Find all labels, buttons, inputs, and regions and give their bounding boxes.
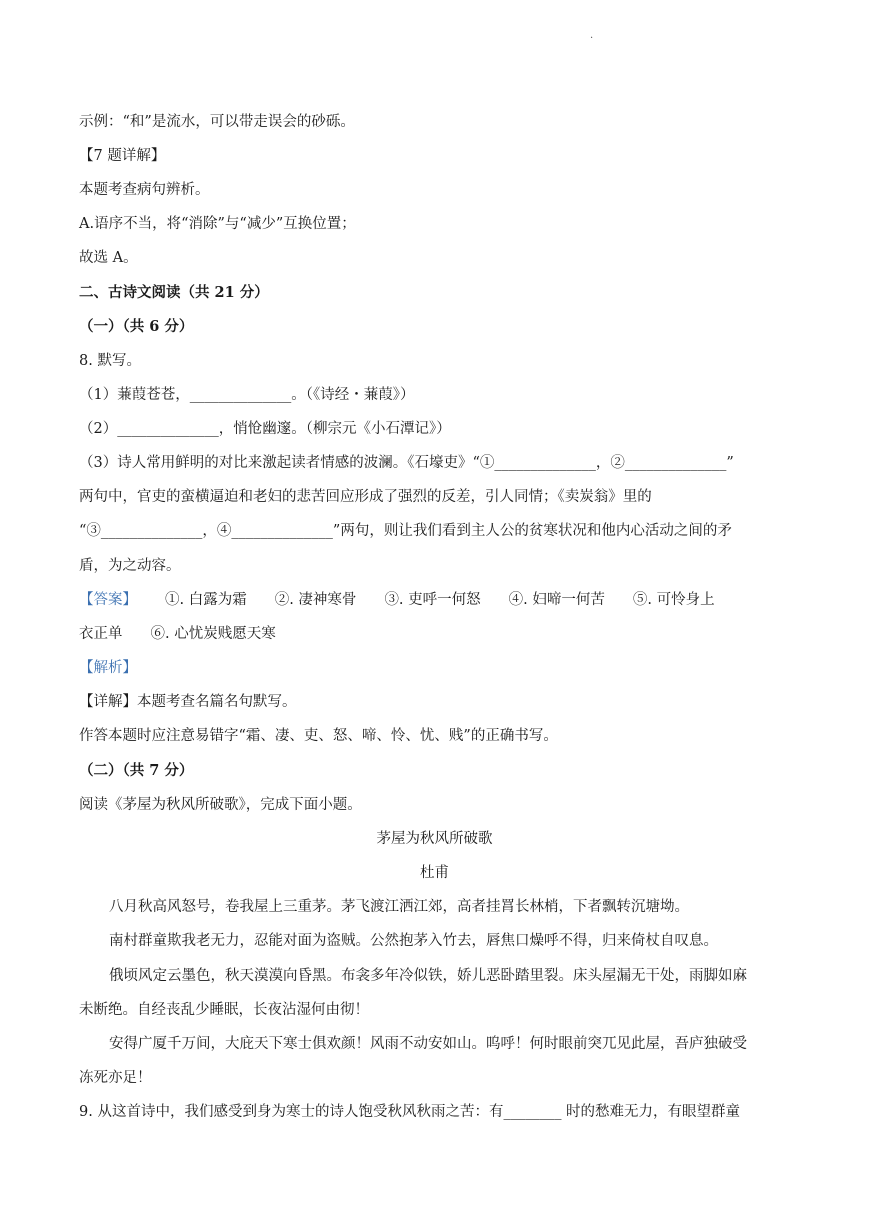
q7-topic: 本题考查病句辨析。 — [79, 182, 210, 198]
analysis-tag: 【解析】 — [79, 660, 137, 676]
q8-item-1: （1）蒹葭苍苍，______________。（《诗经・蒹葭》） — [79, 387, 415, 403]
answer-item: ④. 妇啼一何苦 — [508, 592, 605, 608]
subsection-2-heading: （二）（共 7 分） — [79, 762, 194, 779]
answer-item: ③. 吏呼一何怒 — [384, 592, 481, 608]
q8-item-3: （3）诗人常用鲜明的对比来激起读者情感的波澜。《石壕吏》“①______________，②______________” — [79, 455, 734, 471]
poem-stanza-3: 俄顷风定云墨色，秋天漠漠向昏黑。布衾多年冷似铁，娇儿恶卧踏里裂。床头屋漏无干处，雨脚如麻 — [109, 968, 747, 984]
poem-author: 杜甫 — [420, 865, 449, 881]
q7-analysis: A.语序不当，将“消除”与“减少”互换位置； — [79, 216, 356, 232]
poem-stanza-4: 安得广厦千万间，大庇天下寒士俱欢颜！风雨不动安如山。呜呼！何时眼前突兀见此屋，吾庐独破受 — [109, 1036, 747, 1052]
answer-tag: 【答案】 — [79, 592, 137, 608]
answer-line-cont — [79, 624, 276, 644]
q8-item-2: （2）______________，悄怆幽邃。（柳宗元《小石潭记》） — [79, 421, 451, 437]
q8-item-3-cont-3: 盾，为之动容。 — [79, 558, 181, 574]
answer-item: ②. 凄神寒骨 — [274, 592, 357, 608]
section-heading: 二、古诗文阅读（共 21 分） — [79, 284, 269, 301]
note-line: 作答本题时应注意易错字“霜、凄、吏、怒、啼、怜、忧、贱”的正确书写。 — [79, 728, 558, 744]
answer-continuation: 衣正单 — [79, 626, 123, 642]
answer-line — [79, 590, 715, 610]
subsection-1-heading: （一）（共 6 分） — [79, 318, 194, 335]
answer-item: ⑤. 可怜身上 — [632, 592, 715, 608]
q7-explain-heading: 【7 题详解】 — [79, 148, 166, 164]
detail-line: 【详解】本题考查名篇名句默写。 — [79, 694, 297, 710]
answer-item: ⑥. 心忧炭贱愿天寒 — [150, 626, 276, 642]
poem-stanza-1: 八月秋高风怒号，卷我屋上三重茅。茅飞渡江洒江郊，高者挂罥长林梢，下者飘转沉塘坳。 — [109, 899, 689, 915]
q9-text: 9. 从这首诗中，我们感受到身为寒士的诗人饱受秋风秋雨之苦：有________ 时的愁难无力，有眼望群童 — [79, 1104, 741, 1120]
header-dot: . — [590, 30, 594, 41]
poem-title: 茅屋为秋风所破歌 — [376, 831, 493, 847]
q8-item-3-cont-2: “③______________，④______________”两句，则让我们看到主人公的贫寒状况和他内心活动之间的矛 — [79, 523, 732, 539]
answer-item: ①. 白露为霜 — [165, 592, 247, 608]
example-line: 示例：“和”是流水，可以带走误会的砂砾。 — [79, 114, 355, 130]
q7-answer: 故选 A。 — [79, 250, 138, 266]
poem-stanza-2: 南村群童欺我老无力，忍能对面为盗贼。公然抱茅入竹去，唇焦口燥呼不得，归来倚杖自叹息。 — [109, 933, 718, 949]
q8-item-3-cont-1: 两句中，官吏的蛮横逼迫和老妇的悲苦回应形成了强烈的反差，引人同情；《卖炭翁》里的 — [79, 489, 652, 505]
poem-stanza-4-cont: 冻死亦足！ — [79, 1070, 152, 1086]
q8-title: 8. 默写。 — [79, 353, 141, 369]
reading-instruction: 阅读《茅屋为秋风所破歌》，完成下面小题。 — [79, 797, 362, 813]
poem-stanza-3-cont: 未断绝。自经丧乱少睡眠，长夜沾湿何由彻！ — [79, 1002, 369, 1018]
